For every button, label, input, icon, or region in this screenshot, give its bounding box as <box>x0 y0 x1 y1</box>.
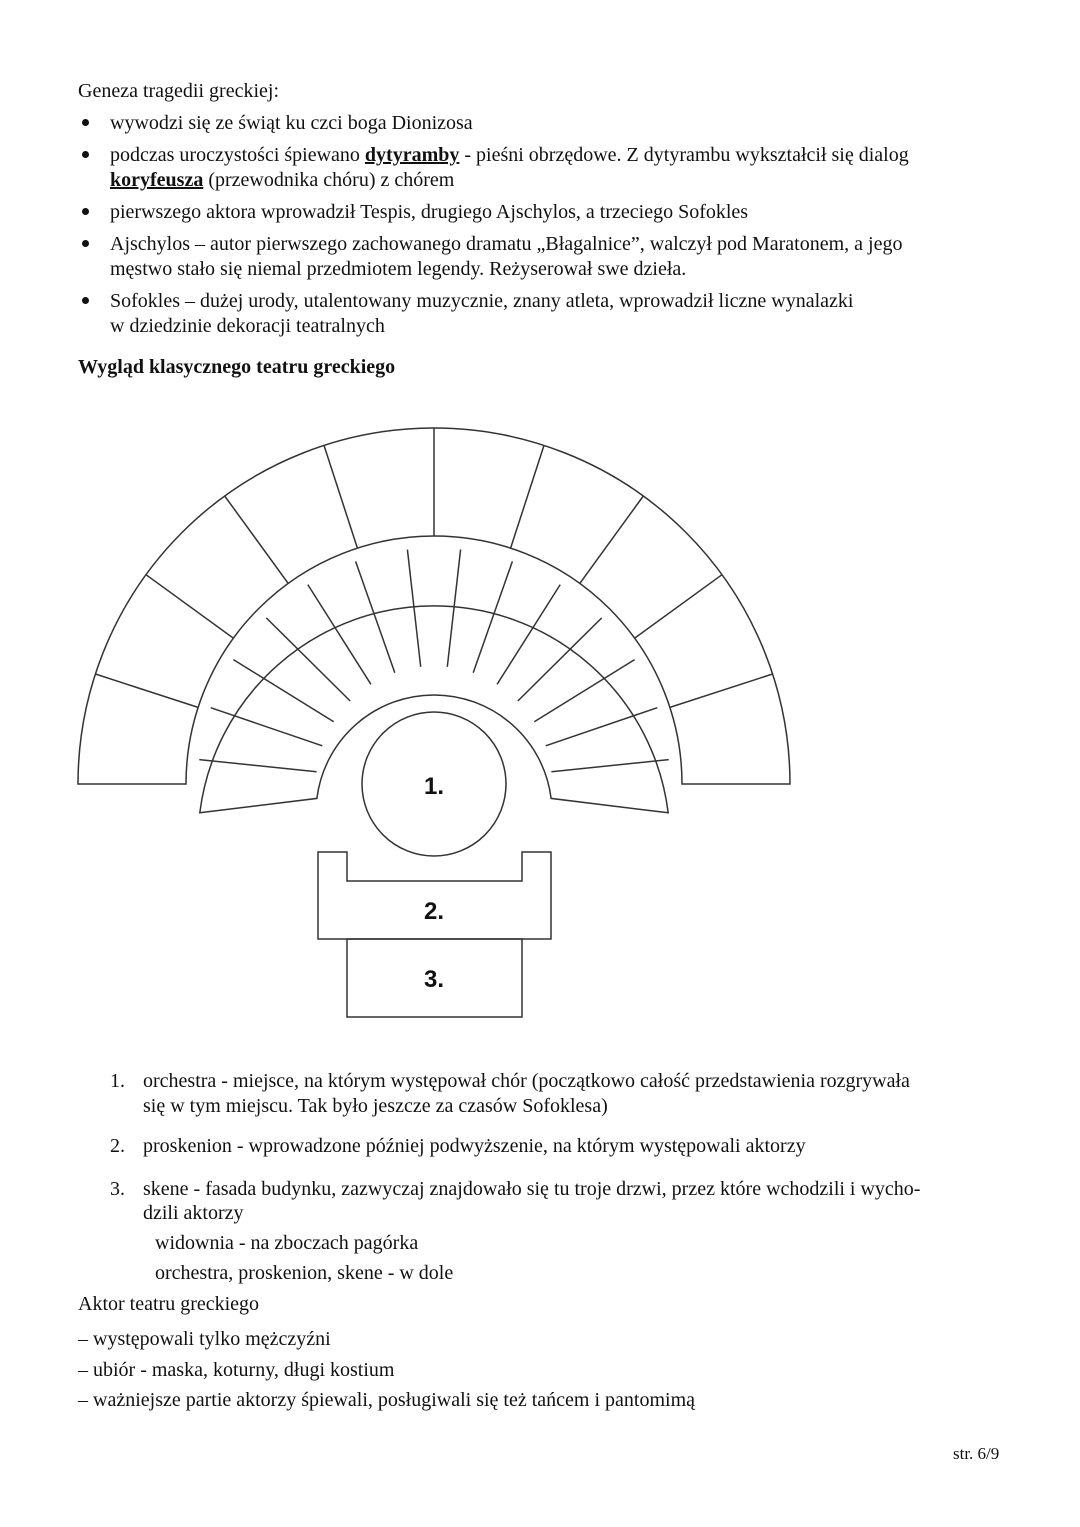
genesis-bullet-5-line-1: Sofokles – dużej urody, utalentowany muzycznie, znany atleta, wprowadził liczne wynalazki <box>110 290 854 312</box>
bullet-icon <box>82 119 89 126</box>
seat-divider <box>635 575 722 639</box>
genesis-bullet-3: pierwszego aktora wprowadził Tespis, drugiego Ajschylos, a trzeciego Sofokles <box>110 201 749 223</box>
bullet-icon <box>82 240 89 247</box>
bullet-icon <box>82 208 89 215</box>
seat-divider <box>447 550 460 667</box>
theatre-seating <box>78 428 790 813</box>
proskenion-shape <box>318 852 551 939</box>
genesis-bullet-2-line-1 <box>110 143 909 167</box>
seat-divider <box>511 445 544 548</box>
actor-item-3: – ważniejsze partie aktorzy śpiewali, posługiwali się też tańcem i pantomimą <box>78 1389 696 1411</box>
skene-label: 3. <box>423 966 445 993</box>
seat-divider <box>199 760 316 772</box>
bullet-2-pre: podczas uroczystości śpiewano <box>110 144 365 166</box>
legend-item-2: proskenion - wprowadzone później podwyższenie, na którym występowali aktorzy <box>143 1135 806 1157</box>
seat-divider <box>407 550 420 667</box>
legend-number-3: 3. <box>110 1178 125 1200</box>
bullet-2-post2: (przewodnika chóru) z chórem <box>203 169 455 191</box>
actor-item-1: – występowali tylko mężczyźni <box>78 1328 331 1350</box>
actor-item-2: – ubiór - maska, koturny, długi kostium <box>78 1359 395 1381</box>
seat-divider <box>670 674 773 707</box>
proskenion-label: 2. <box>423 898 445 925</box>
actor-heading: Aktor teatru greckiego <box>78 1293 260 1315</box>
bullet-icon <box>82 297 89 304</box>
legend-note-1: widownia - na zboczach pagórka <box>155 1232 419 1254</box>
seat-divider <box>95 674 198 707</box>
bullet-icon <box>82 151 89 158</box>
term-dytyramby: dytyramby <box>364 144 460 166</box>
seat-divider <box>324 445 357 548</box>
theatre-diagram <box>0 400 1080 1080</box>
seat-divider <box>225 496 289 583</box>
genesis-bullet-1: wywodzi się ze świąt ku czci boga Dionizosa <box>110 112 473 134</box>
bullet-2-post: - pieśni obrzędowe. Z dytyrambu wykształcił się dialog <box>459 144 909 166</box>
theatre-heading: Wygląd klasycznego teatru greckiego <box>78 356 396 378</box>
genesis-heading: Geneza tragedii greckiej: <box>78 80 279 102</box>
orchestra-label: 1. <box>423 773 445 800</box>
legend-item-1-line-2: się w tym miejscu. Tak było jeszcze za czasów Sofoklesa) <box>143 1095 608 1117</box>
genesis-bullet-4-line-1: Ajschylos – autor pierwszego zachowanego dramatu „Błagalnice”, walczył pod Maratonem, a jego <box>110 233 903 255</box>
page-number: str. 6/9 <box>953 1444 1000 1463</box>
genesis-bullet-5-line-2: w dziedzinie dekoracji teatralnych <box>110 315 385 337</box>
legend-item-3-line-1: skene - fasada budynku, zazwyczaj znajdowało się tu troje drzwi, przez które wchodzili i wycho- <box>143 1178 921 1200</box>
legend-number-1: 1. <box>110 1070 125 1092</box>
seat-divider <box>146 575 233 639</box>
term-koryfeusza: koryfeusza <box>110 169 204 191</box>
legend-item-1-line-1: orchestra - miejsce, na którym występował chór (początkowo całość przedstawienia rozgrywała <box>143 1070 910 1092</box>
legend-number-2: 2. <box>110 1135 125 1157</box>
genesis-bullet-4-line-2: męstwo stało się niemal przedmiotem legendy. Reżyserował swe dzieła. <box>110 258 687 280</box>
legend-item-3-line-2: dzili aktorzy <box>143 1202 244 1224</box>
genesis-bullet-2-line-2 <box>110 168 454 192</box>
seating-dividers <box>95 428 772 772</box>
seat-divider <box>551 760 668 772</box>
legend-note-2: orchestra, proskenion, skene - w dole <box>155 1262 454 1284</box>
seat-divider <box>580 496 644 583</box>
